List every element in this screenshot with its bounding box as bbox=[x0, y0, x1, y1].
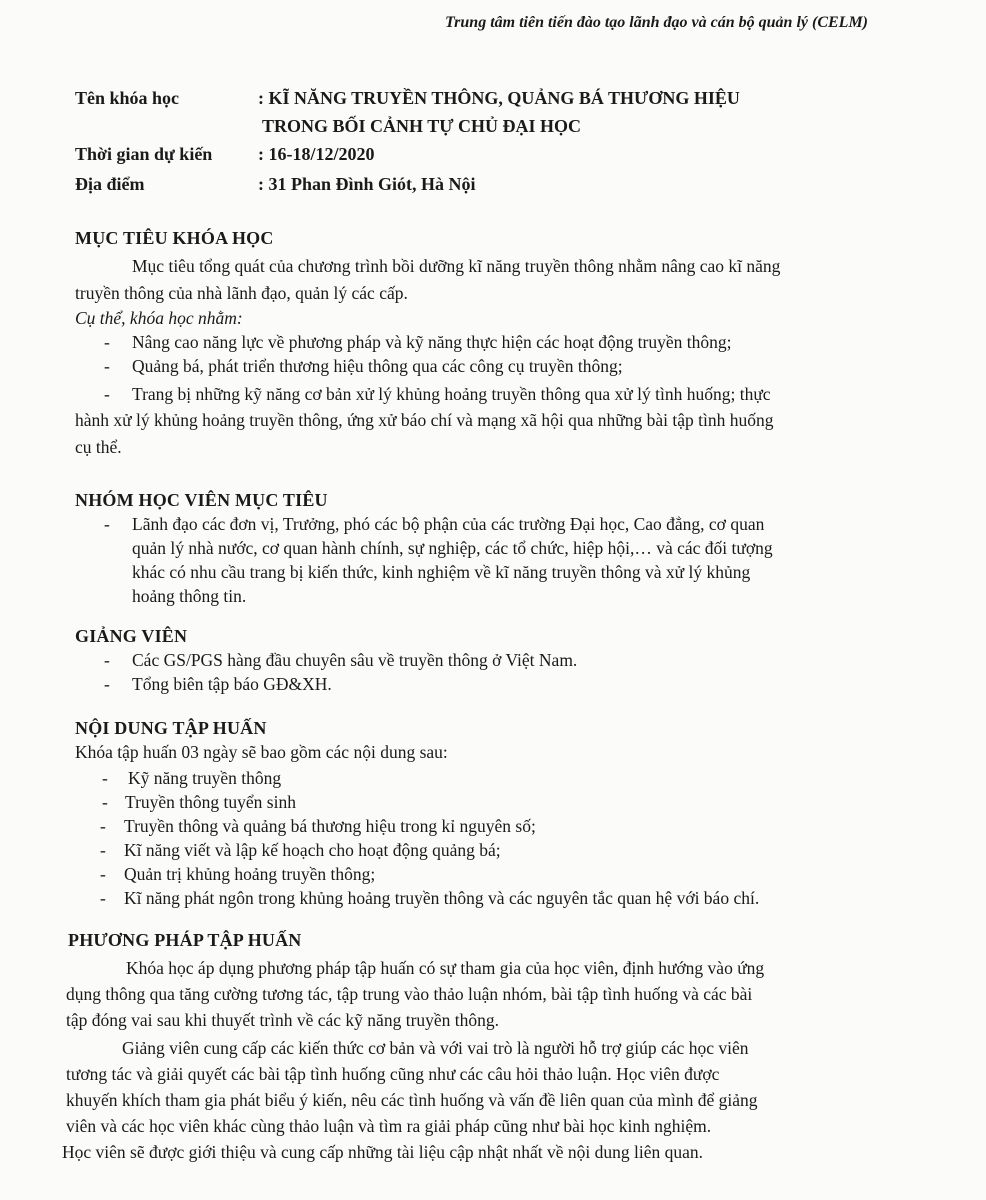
bullet-dash: - bbox=[102, 768, 108, 788]
list-item bbox=[102, 792, 108, 813]
list-item bbox=[100, 888, 106, 909]
bullet-dash: - bbox=[104, 356, 110, 376]
list-item bbox=[100, 816, 106, 837]
lecturer-item: Các GS/PGS hàng đầu chuyên sâu về truyền thông ở Việt Nam. bbox=[132, 650, 578, 670]
method-paragraph-line: dụng thông qua tăng cường tương tác, tập trung vào thảo luận nhóm, bài tập tình huống và các bài bbox=[66, 984, 753, 1004]
content-title: NỘI DUNG TẬP HUẤN bbox=[75, 718, 267, 738]
objective-item-cont: cụ thể. bbox=[75, 437, 122, 457]
list-item bbox=[104, 332, 110, 353]
content-item: Kỹ năng truyền thông bbox=[128, 768, 282, 788]
target-title: NHÓM HỌC VIÊN MỤC TIÊU bbox=[75, 490, 328, 510]
bullet-dash: - bbox=[100, 840, 106, 860]
method-paragraph-line: tương tác và giải quyết các bài tập tình huống cũng như các câu hỏi thảo luận. Học viên được bbox=[66, 1064, 720, 1084]
bullet-dash: - bbox=[102, 792, 108, 812]
bullet-dash: - bbox=[104, 650, 110, 670]
bullet-dash: - bbox=[100, 864, 106, 884]
lecturer-item: Tổng biên tập báo GĐ&XH. bbox=[132, 674, 332, 694]
objectives-intro-line: Mục tiêu tổng quát của chương trình bồi dưỡng kĩ năng truyền thông nhằm nâng cao kĩ năng bbox=[132, 256, 781, 276]
content-item: Quản trị khủng hoảng truyền thông; bbox=[124, 864, 376, 884]
course-name-value: : KĨ NĂNG TRUYỀN THÔNG, QUẢNG BÁ THƯƠNG HIỆU bbox=[258, 88, 740, 108]
content-item: Truyền thông và quảng bá thương hiệu trong kỉ nguyên số; bbox=[124, 816, 536, 836]
content-item: Kĩ năng viết và lập kế hoạch cho hoạt động quảng bá; bbox=[124, 840, 501, 860]
list-item bbox=[100, 864, 106, 885]
objectives-title: MỤC TIÊU KHÓA HỌC bbox=[75, 228, 274, 248]
objective-item-cont: hành xử lý khủng hoảng truyền thông, ứng xử báo chí và mạng xã hội qua những bài tập tình huống bbox=[75, 410, 774, 430]
lecturers-title: GIẢNG VIÊN bbox=[75, 626, 188, 646]
list-item bbox=[104, 514, 110, 535]
method-paragraph-line: Giảng viên cung cấp các kiến thức cơ bản và với vai trò là người hỗ trợ giúp các học viên bbox=[122, 1038, 749, 1058]
list-item bbox=[104, 356, 110, 377]
bullet-dash: - bbox=[104, 332, 110, 352]
course-time-label: Thời gian dự kiến bbox=[75, 144, 213, 164]
course-name-value-cont: TRONG BỐI CẢNH TỰ CHỦ ĐẠI HỌC bbox=[262, 116, 582, 136]
list-item bbox=[102, 768, 108, 789]
objective-item: Quảng bá, phát triển thương hiệu thông qua các công cụ truyền thông; bbox=[132, 356, 623, 376]
bullet-dash: - bbox=[100, 816, 106, 836]
bullet-dash: - bbox=[100, 888, 106, 908]
objective-item: Trang bị những kỹ năng cơ bản xử lý khủng hoảng truyền thông qua xử lý tình huống; thực bbox=[132, 384, 771, 404]
target-line: quản lý nhà nước, cơ quan hành chính, sự nghiệp, các tổ chức, hiệp hội,… và các đối tượng bbox=[132, 538, 773, 558]
list-item bbox=[104, 674, 110, 695]
bullet-dash: - bbox=[104, 384, 110, 404]
course-name-label: Tên khóa học bbox=[75, 88, 180, 108]
method-paragraph-line: khuyến khích tham gia phát biểu ý kiến, nêu các tình huống và vấn đề liên quan của mình để giảng bbox=[66, 1090, 758, 1110]
list-item bbox=[104, 650, 110, 671]
objectives-intro-line: truyền thông của nhà lãnh đạo, quản lý các cấp. bbox=[75, 283, 408, 303]
method-title: PHƯƠNG PHÁP TẬP HUẤN bbox=[68, 930, 302, 950]
target-line: hoảng thông tin. bbox=[132, 586, 247, 606]
bullet-dash: - bbox=[104, 674, 110, 694]
course-time-value: : 16-18/12/2020 bbox=[258, 144, 375, 164]
list-item bbox=[104, 384, 110, 405]
content-item: Kĩ năng phát ngôn trong khủng hoảng truyền thông và các nguyên tắc quan hệ với báo chí. bbox=[124, 888, 760, 908]
content-intro: Khóa tập huấn 03 ngày sẽ bao gồm các nội dung sau: bbox=[75, 742, 448, 762]
target-line: khác có nhu cầu trang bị kiến thức, kinh nghiệm về kĩ năng truyền thông và xử lý khủng bbox=[132, 562, 751, 582]
method-paragraph-line: viên và các học viên khác cùng thảo luận và tìm ra giải pháp cũng như bài học kinh nghiệm. bbox=[66, 1116, 712, 1136]
target-line: Lãnh đạo các đơn vị, Trưởng, phó các bộ phận của các trường Đại học, Cao đẳng, cơ quan bbox=[132, 514, 765, 534]
bullet-dash: - bbox=[104, 514, 110, 534]
content-item: Truyền thông tuyển sinh bbox=[125, 792, 296, 812]
course-place-value: : 31 Phan Đình Giót, Hà Nội bbox=[258, 174, 476, 194]
method-paragraph-line: Khóa học áp dụng phương pháp tập huấn có sự tham gia của học viên, định hướng vào ứng bbox=[126, 958, 765, 978]
method-paragraph-line: tập đóng vai sau khi thuyết trình về các kỹ năng truyền thông. bbox=[66, 1010, 500, 1030]
objective-item: Nâng cao năng lực về phương pháp và kỹ năng thực hiện các hoạt động truyền thông; bbox=[132, 332, 732, 352]
objectives-specific-label: Cụ thể, khóa học nhằm: bbox=[75, 308, 243, 328]
course-place-label: Địa điểm bbox=[75, 174, 145, 194]
page-header: Trung tâm tiên tiến đào tạo lãnh đạo và cán bộ quản lý (CELM) bbox=[444, 14, 868, 31]
list-item bbox=[100, 840, 106, 861]
method-paragraph-line: Học viên sẽ được giới thiệu và cung cấp những tài liệu cập nhật nhất về nội dung liên quan. bbox=[62, 1142, 704, 1162]
